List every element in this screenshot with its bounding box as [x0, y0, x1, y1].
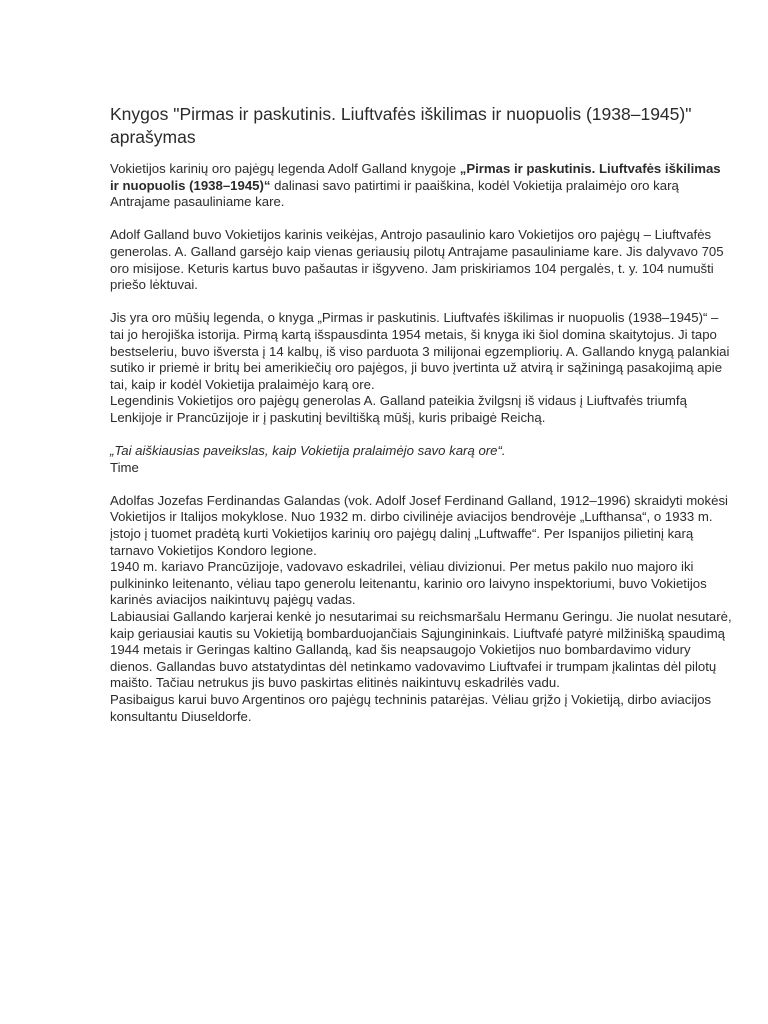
biography-paragraph	[110, 493, 732, 725]
intro-text: Vokietijos karinių oro pajėgų legenda Adolf Galland knygoje	[110, 161, 460, 176]
legend-paragraph	[110, 310, 732, 426]
biography-text-4: Pasibaigus karui buvo Argentinos oro pajėgų techninis patarėjas. Vėliau grįžo į Vokietiją, dirbo aviacijos konsultantu Diuseldorfe.	[110, 692, 712, 724]
intro-text-rest: dalinasi savo patirtimi ir paaiškina, kodėl Vokietija pralaimėjo oro karą Antrajame pasauliniame kare.	[110, 177, 679, 210]
quote-block	[110, 443, 732, 476]
biography-text-3: Labiausiai Gallando karjerai kenkė jo nesutarimai su reichsmaršalu Hermanu Geringu. Jie nuolat nesutarė, kaip geriausiai kautis su Vokietiją bombarduojančiais Sąjungininkais. Liuftvafė patyrė milžinišką spaudimą 1944 metais ir Geringas kaltino Gallandą, kad šis neapsaugojo Vokietijos nuo bombardavimo vidury dienos. Gallandas buvo atstatydintas dėl netinkamo vadovavimo Liuftvafei ir trumpam įkalintas dėl pilotų maišto. Tačiau netrukus jis buvo paskirtas elitinės naikintuvų eskadrilės vadu.	[110, 609, 732, 691]
intro-paragraph	[110, 161, 732, 211]
legend-text: Jis yra oro mūšių legenda, o knyga „Pirmas ir paskutinis. Liuftvafės iškilimas ir nuopuolis (1938–1945)“ – tai jo herojiška istorija. Pirmą kartą išspausdinta 1954 metais, ši knyga iki šiol domina skaitytojus. Ji tapo bestseleriu, buvo išversta į 14 kalbų, iš viso parduota 3 milijonai egzempliorių. A. Gallando knygą palankiai sutiko ir priemė ir britų bei amerikiečių oro pajėgos, ji buvo įvertinta už atvirą ir sąžiningą pasakojimą apie tai, kaip ir kodėl Vokietija pralaimėjo karą ore.	[110, 310, 730, 392]
legend-text-2: Legendinis Vokietijos oro pajėgų generolas A. Galland pateikia žvilgsnį iš vidaus į Liuftvafės triumfą Lenkijoje ir Prancūzijoje ir į paskutinį beviltišką mūšį, kuris pribaigė Reichą.	[110, 393, 687, 425]
author-paragraph: Adolf Galland buvo Vokietijos karinis veikėjas, Antrojo pasaulinio karo Vokietijos oro pajėgų – Liuftvafės generolas. A. Galland garsėjo kaip vienas geriausių pilotų Antrajame pasauliniame kare. Jis dalyvavo 705 oro misijose. Keturis kartus buvo pašautas ir išgyveno. Jam priskiriamos 104 pergalės, t. y. 104 numušti priešo lėktuvai.	[110, 227, 724, 293]
page-title: Knygos "Pirmas ir paskutinis. Liuftvafės iškilimas ir nuopuolis (1938–1945)" aprašymas	[110, 104, 692, 147]
biography-text-2: 1940 m. kariavo Prancūzijoje, vadovavo eskadrilei, vėliau divizionui. Per metus pakilo nuo majoro iki pulkininko leitenanto, vėliau tapo generolu leitenantu, karinio oro laivyno inspektoriumi, buvo Vokietijos karinės aviacijos naikintuvų pajėgų vadas.	[110, 559, 707, 608]
quote-source: Time	[110, 459, 139, 475]
quote-text: „Tai aiškiausias paveikslas, kaip Vokietija pralaimėjo savo karą ore“.	[110, 443, 506, 459]
description-body	[110, 161, 732, 725]
book-title-bold: „Pirmas ir paskutinis. Liuftvafės iškilimas ir nuopuolis (1938–1945)“	[110, 161, 721, 193]
biography-text-1: Adolfas Jozefas Ferdinandas Galandas (vok. Adolf Josef Ferdinand Galland, 1912–1996) skraidyti mokėsi Vokietijos ir Italijos mokyklose. Nuo 1932 m. dirbo civilinėje aviacijos bendrovėje „Lufthansa“, o 1933 m. įstojo į tuomet pradėtą kurti Vokietijos karinių oro pajėgų dalinį „Luftwaffe“. Per Ispanijos pilietinį karą tarnavo Vokietijos Kondoro legione.	[110, 492, 728, 558]
